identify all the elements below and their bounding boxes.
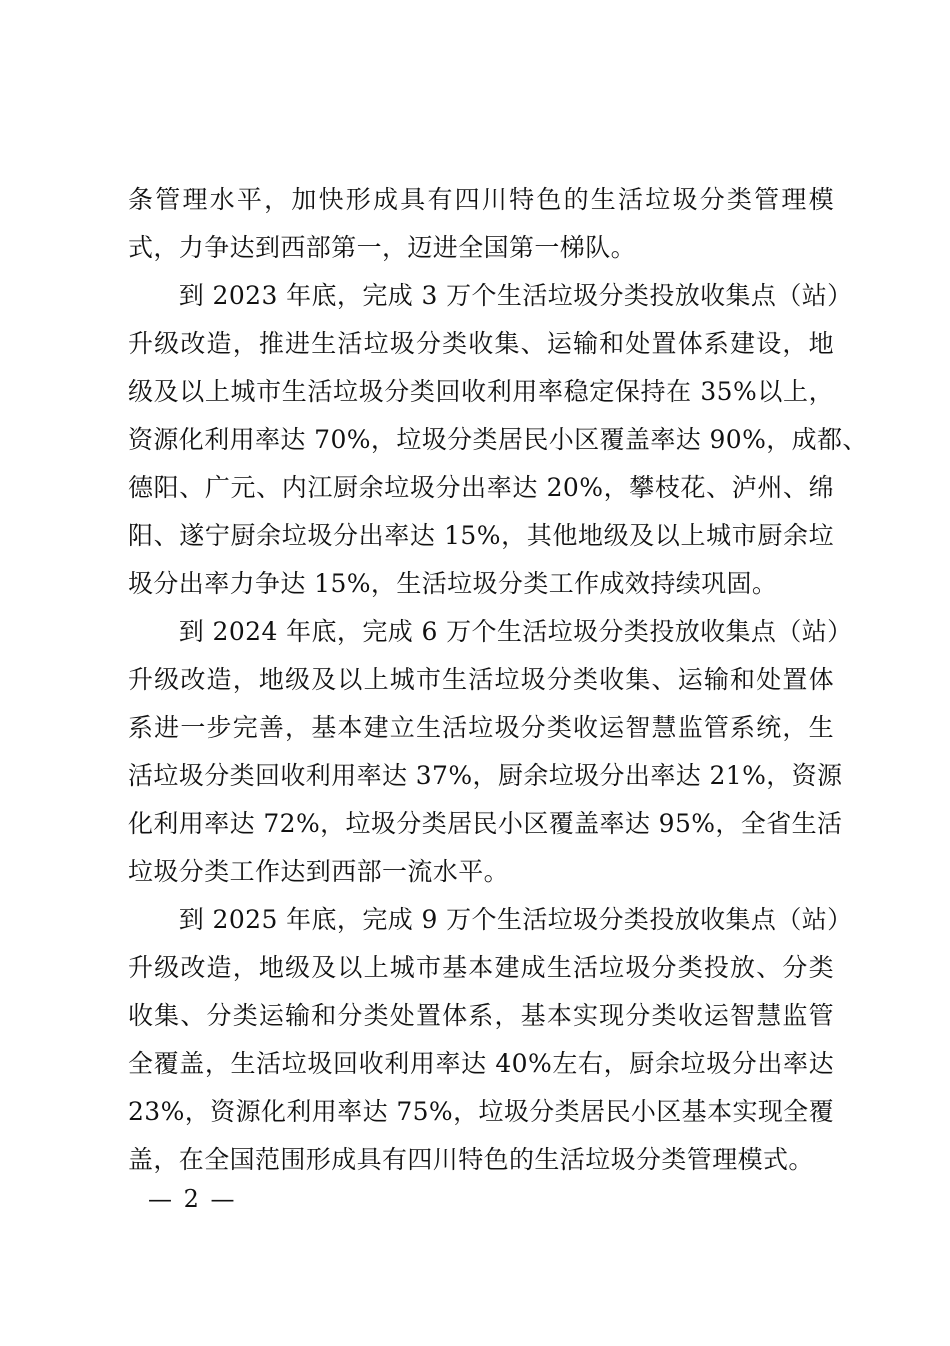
text-line: 盖，在全国范围形成具有四川特色的生活垃圾分类管理模式。 [128, 1145, 814, 1174]
paragraph-2025-targets [128, 896, 853, 1184]
paragraph-continued-goals [128, 176, 834, 272]
paragraph-2024-targets [128, 608, 853, 896]
text-line: 系进一步完善，基本建立生活垃圾分类收运智慧监管系统，生 [128, 713, 834, 742]
text-line: 式，力争达到西部第一，迈进全国第一梯队。 [128, 233, 637, 262]
page-number: — 2 — [148, 1185, 237, 1213]
text-line: 全覆盖，生活垃圾回收利用率达 40%左右，厨余垃圾分出率达 [128, 1049, 834, 1078]
text-line: 升级改造，推进生活垃圾分类收集、运输和处置体系建设，地 [128, 329, 834, 358]
text-line: 德阳、广元、内江厨余垃圾分出率达 20%，攀枝花、泸州、绵 [128, 473, 834, 502]
text-line: 升级改造，地级及以上城市基本建成生活垃圾分类投放、分类 [128, 953, 834, 982]
text-line: 升级改造，地级及以上城市生活垃圾分类收集、运输和处置体 [128, 665, 834, 694]
text-line: 到 2024 年底，完成 6 万个生活垃圾分类投放收集点（站） [128, 617, 853, 646]
text-line: 阳、遂宁厨余垃圾分出率达 15%，其他地级及以上城市厨余垃 [128, 521, 834, 550]
text-line: 资源化利用率达 70%，垃圾分类居民小区覆盖率达 90%，成都、 [128, 425, 868, 454]
document-body [128, 176, 868, 1184]
text-line: 活垃圾分类回收利用率达 37%，厨余垃圾分出率达 21%，资源 [128, 761, 843, 790]
text-line: 到 2023 年底，完成 3 万个生活垃圾分类投放收集点（站） [128, 281, 853, 310]
text-line: 圾分出率力争达 15%，生活垃圾分类工作成效持续巩固。 [128, 569, 778, 598]
text-line: 收集、分类运输和分类处置体系，基本实现分类收运智慧监管 [128, 1001, 834, 1030]
text-line: 23%，资源化利用率达 75%，垃圾分类居民小区基本实现全覆 [128, 1097, 835, 1126]
text-line: 化利用率达 72%，垃圾分类居民小区覆盖率达 95%，全省生活 [128, 809, 843, 838]
text-line: 到 2025 年底，完成 9 万个生活垃圾分类投放收集点（站） [128, 905, 853, 934]
paragraph-2023-targets [128, 272, 868, 608]
text-line: 垃圾分类工作达到西部一流水平。 [128, 857, 510, 886]
text-line: 级及以上城市生活垃圾分类回收利用率稳定保持在 35%以上， [128, 377, 834, 406]
text-line: 条管理水平，加快形成具有四川特色的生活垃圾分类管理模 [128, 185, 834, 214]
